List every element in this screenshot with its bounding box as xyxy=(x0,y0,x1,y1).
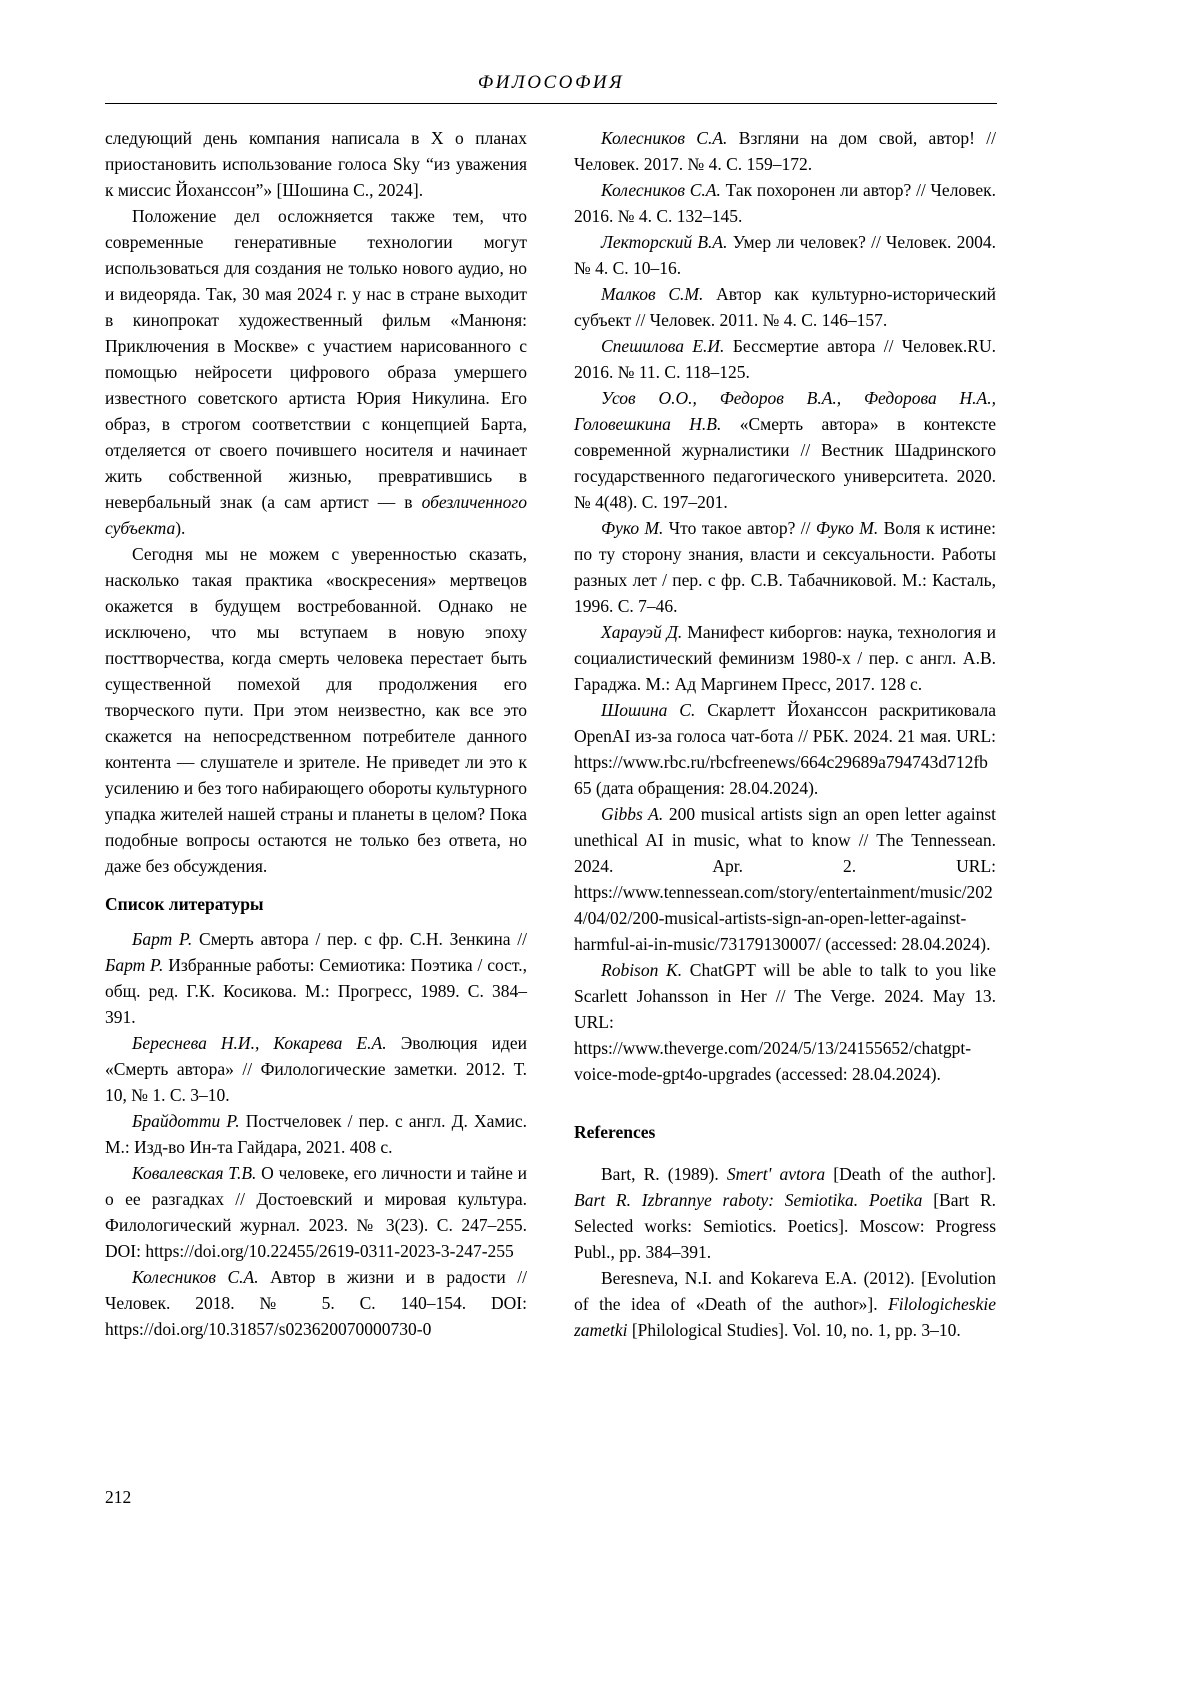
text-segment: Так похоронен ли автор? // Человек. 2016. № 4. С. 132–145. xyxy=(574,180,996,226)
text-segment: ). xyxy=(175,518,186,538)
text-segment: Усов О.О., Федоров В.А., Федорова Н.А., Головешкина Н.В. xyxy=(574,388,996,434)
text-segment: Бессмертие автора // Человек.RU. 2016. № 11. С. 118–125. xyxy=(574,336,996,382)
text-segment: Автор в жизни и в радости // Человек. 2018. № 5. С. 140–154. DOI: https://doi.org/10.31857/s023620070000730-0 xyxy=(105,1267,527,1339)
reference-entry xyxy=(574,281,996,333)
text-segment: Автор как культурно-исторический субъект // Человек. 2011. № 4. С. 146–157. xyxy=(574,284,997,330)
text-segment: Smert' avtora xyxy=(726,1164,826,1184)
text-segment: «Смерть автора» в контексте современной журналистики // Вестник Шадринского государственного педагогического университета. 2020. № 4(48). С. 197–201. xyxy=(574,414,996,512)
text-segment: Что такое автор? // xyxy=(663,518,816,538)
text-segment: Скарлетт Йоханссон раскритиковала OpenAI из-за голоса чат-бота // РБК. 2024. 21 мая. URL: https://www.rbc.ru/rbcfreenews/664c29689a794743d712fb65 (дата обращения: 28.04.2024). xyxy=(574,700,996,798)
header-rule xyxy=(105,103,997,104)
reference-entry xyxy=(574,1161,996,1265)
reference-entry xyxy=(105,1030,527,1108)
text-segment: Барт Р. xyxy=(105,955,164,975)
text-segment: О человеке, его личности и тайне и о ее разгадках // Достоевский и мировая культура. Филологический журнал. 2023. № 3(23). С. 247–255. DOI: https://doi.org/10.22455/2619-0311-2023-3-247-255 xyxy=(105,1163,527,1261)
text-segment: Сегодня мы не можем с уверенностью сказать, насколько такая практика «воскресения» мертвецов окажется в будущем востребованной. Однако не исключено, что мы вступаем в новую эпоху посттворчества, когда смерть человека перестает быть существенной помехой для продолжения его творческого пути. При этом неизвестно, как все это скажется на непосредственном потребителе данного контента — слушателе и зрителе. Не приведет ли это к усилению и без того набирающего обороты культурного упадка жителей нашей страны и планеты в целом? Пока подобные вопросы остаются не только без ответа, но даже без обсуждения. xyxy=(105,544,527,876)
text-segment: ChatGPT will be able to talk to you like Scarlett Johansson in Her // The Verge. 2024. May 13. URL: https://www.theverge.com/2024/5/13/24155652/chatgpt-voice-mode-gpt4o-upgrades (accessed: 28.04.2024). xyxy=(574,960,996,1084)
text-columns xyxy=(105,125,997,1343)
text-segment: Воля к истине: по ту сторону знания, власти и сексуальности. Работы разных лет / пер. с фр. С.В. Табачниковой. М.: Касталь, 1996. С. 7–46. xyxy=(574,518,996,616)
reference-entry xyxy=(105,1264,527,1342)
text-segment: Взгляни на дом свой, автор! // Человек. 2017. № 4. С. 159–172. xyxy=(574,128,996,174)
body-paragraph xyxy=(105,541,527,879)
page-content xyxy=(105,72,997,1343)
text-segment: Лекторский В.А. xyxy=(601,232,728,252)
text-segment: Колесников С.А. xyxy=(132,1267,259,1287)
body-paragraph xyxy=(105,203,527,541)
reference-entry xyxy=(574,177,996,229)
reference-entry xyxy=(574,957,996,1087)
text-segment: Постчеловек / пер. с англ. Д. Хамис. М.: Изд-во Ин-та Гайдара, 2021. 408 с. xyxy=(105,1111,528,1157)
reference-entry xyxy=(574,697,996,801)
reference-entry xyxy=(574,619,996,697)
text-segment: Beresneva, N.I. and Kokareva E.A. (2012). [Evolution of the idea of «Death of the author»]. xyxy=(574,1268,996,1314)
text-segment: Bart, R. (1989). xyxy=(601,1164,727,1184)
text-segment: Колесников С.А. xyxy=(601,180,721,200)
text-segment: [Bart R. Selected works: Semiotics. Poetics]. Moscow: Progress Publ., pp. 384–391. xyxy=(574,1190,996,1262)
reference-entry xyxy=(574,801,996,957)
running-head xyxy=(105,72,997,104)
text-segment: Харауэй Д. xyxy=(601,622,683,642)
text-segment: Положение дел осложняется также тем, что современные генеративные технологии могут использоваться для создания не только нового аудио, но и видеоряда. Так, 30 мая 2024 г. у нас в стране выходит в кинопрокат художественный фильм «Манюня: Приключения в Москве» с участием нарисованного с помощью нейросети цифрового образа умершего известного советского артиста Юрия Никулина. Его образ, в строгом соответствии с концепцией Барта, отделяется от своего почившего носителя и начинает жить собственной жизнью, превратившись в невербальный знак (а сам артист — в xyxy=(105,206,527,512)
text-segment: Брайдотти Р. xyxy=(132,1111,240,1131)
text-segment: следующий день компания написала в X о планах приостановить использование голоса Sky “из уважения к миссис Йоханссон”» [Шошина С., 2024]. xyxy=(105,128,527,200)
reference-entry xyxy=(574,385,996,515)
text-segment: Избранные работы: Семиотика: Поэтика / сост., общ. ред. Г.К. Косикова. М.: Прогресс, 1989. С. 384–391. xyxy=(105,955,527,1027)
text-segment: Смерть автора / пер. с фр. С.Н. Зенкина // xyxy=(192,929,527,949)
reference-entry xyxy=(574,1265,996,1343)
text-segment: [Philological Studies]. Vol. 10, no. 1, pp. 3–10. xyxy=(627,1320,961,1340)
text-segment: Фуко М. xyxy=(601,518,664,538)
reference-entry xyxy=(105,1108,527,1160)
text-segment: Спешилова Е.И. xyxy=(601,336,725,356)
text-segment: Манифест киборгов: наука, технология и социалистический феминизм 1980-х / пер. с англ. А.В. Гараджа. М.: Ад Маргинем Пресс, 2017. 128 с. xyxy=(574,622,996,694)
body-paragraph xyxy=(105,125,527,203)
text-segment: Фуко М. xyxy=(815,518,879,538)
text-segment: 200 musical artists sign an open letter against unethical AI in music, what to know // The Tennessean. 2024. Apr. 2. URL: https://www.tennessean.com/story/entertainment/music/2024/04/02/200-musical-artists-sign-an-open-letter-against-harmful-ai-in-music/73179130007/ (accessed: 28.04.2024). xyxy=(574,804,996,954)
page-number: 212 xyxy=(105,1487,132,1507)
text-segment: Барт Р. xyxy=(132,929,193,949)
text-segment: Береснева Н.И., Кокарева Е.А. xyxy=(132,1033,387,1053)
text-segment: Колесников С.А. xyxy=(601,128,728,148)
text-segment: Умер ли человек? // Человек. 2004. № 4. С. 10–16. xyxy=(574,232,996,278)
reference-entry xyxy=(574,125,996,177)
reference-entry xyxy=(574,229,996,281)
text-segment: Малков С.М. xyxy=(601,284,704,304)
text-segment: обезличенного субъекта xyxy=(105,492,527,538)
left-column xyxy=(105,125,527,1343)
text-segment: [Death of the author]. xyxy=(825,1164,996,1184)
reference-entry xyxy=(105,1160,527,1264)
reference-entry xyxy=(574,333,996,385)
text-segment: Filologicheskie zametki xyxy=(574,1294,996,1340)
text-segment: Bart R. Izbrannye raboty: Semiotika. Poetika xyxy=(574,1190,923,1210)
text-segment: Шошина С. xyxy=(601,700,696,720)
references-heading: References xyxy=(574,1122,656,1142)
reference-entry xyxy=(574,515,996,619)
text-segment: Gibbs A. xyxy=(601,804,664,824)
running-head-title: ФИЛОСОФИЯ xyxy=(477,72,625,93)
text-segment: Robison K. xyxy=(601,960,683,980)
text-segment: Ковалевская Т.В. xyxy=(132,1163,257,1183)
text-segment: Эволюция идеи «Смерть автора» // Филологические заметки. 2012. Т. 10, № 1. С. 3–10. xyxy=(105,1033,527,1105)
reference-entry xyxy=(105,926,527,1030)
bibliography-heading: Список литературы xyxy=(105,894,264,914)
right-column xyxy=(574,125,996,1343)
